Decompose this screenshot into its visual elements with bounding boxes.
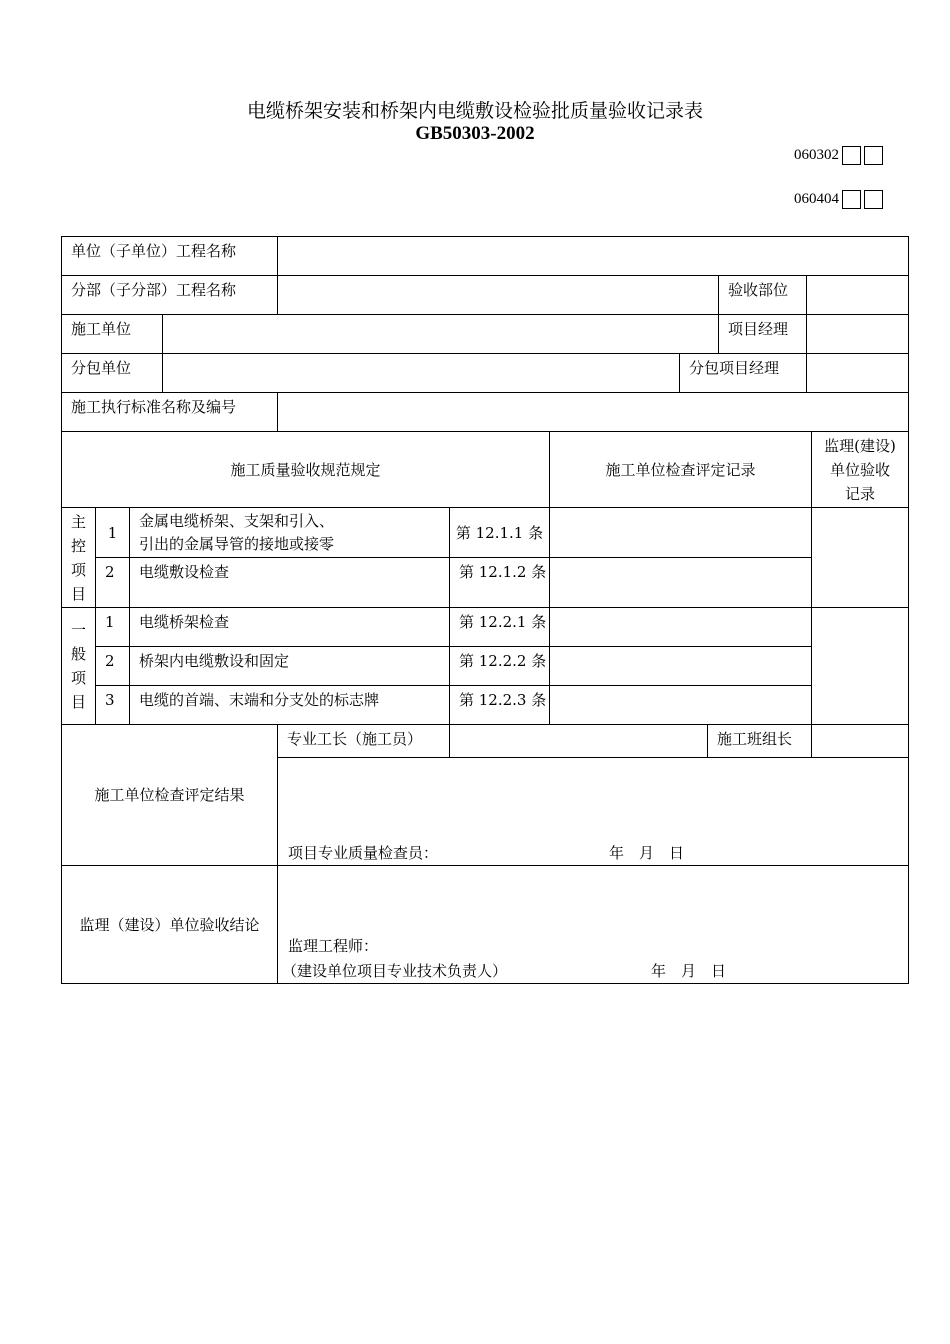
item-clause: 第 12.2.3 条 xyxy=(449,685,550,725)
general-supervision-field[interactable] xyxy=(811,607,909,725)
page-title: 电缆桥架安装和桥架内电缆敷设检验批质量验收记录表 xyxy=(246,100,703,122)
foreman-label: 专业工长（施工员） xyxy=(277,724,450,758)
conclusion-date-label: 年 月 日 xyxy=(651,962,727,980)
foreman-field[interactable] xyxy=(449,724,708,758)
inspector-label: 项目专业质量检查员： xyxy=(288,844,439,862)
record-column-header: 施工单位检查评定记录 xyxy=(549,431,812,508)
standard-field[interactable] xyxy=(277,392,909,432)
label-char: 项 xyxy=(70,669,86,687)
form-code-060302 xyxy=(794,146,883,165)
item-description: 电缆桥架检查 xyxy=(129,607,450,647)
project-manager-field[interactable] xyxy=(806,314,909,354)
form-code-text: 060302 xyxy=(794,147,839,163)
project-name-field[interactable] xyxy=(277,236,909,276)
header-line: 监理(建设) xyxy=(824,436,896,455)
item-description: 桥架内电缆敷设和固定 xyxy=(129,646,450,686)
project-name-label: 单位（子单位）工程名称 xyxy=(61,236,278,276)
conclusion-label: 监理（建设）单位验收结论 xyxy=(61,865,278,984)
code-checkbox[interactable] xyxy=(842,146,861,165)
item-description: 电缆的首端、末端和分支处的标志牌 xyxy=(129,685,450,725)
item-record-field[interactable] xyxy=(549,646,812,686)
header-line: 单位验收 xyxy=(829,460,890,479)
construction-unit-field[interactable] xyxy=(162,314,719,354)
item-record-field[interactable] xyxy=(549,685,812,725)
item-number: 2 xyxy=(95,646,130,686)
code-checkbox[interactable] xyxy=(864,190,883,209)
item-record-field[interactable] xyxy=(549,557,812,608)
sub-project-label: 分部（子分部）工程名称 xyxy=(61,275,278,315)
item-number: 1 xyxy=(95,507,130,558)
result-date-label: 年 月 日 xyxy=(609,844,685,862)
team-leader-field[interactable] xyxy=(811,724,909,758)
item-number: 3 xyxy=(95,685,130,725)
engineer-label: 监理工程师： xyxy=(288,937,379,955)
subcontract-manager-field[interactable] xyxy=(806,353,909,393)
general-items-label xyxy=(61,607,96,725)
item-description: 电缆敷设检查 xyxy=(129,557,450,608)
team-leader-label: 施工班组长 xyxy=(707,724,812,758)
label-char: 主 xyxy=(70,512,86,531)
label-char: 目 xyxy=(70,693,86,711)
item-clause: 第 12.1.2 条 xyxy=(449,557,550,608)
subcontract-manager-label: 分包项目经理 xyxy=(679,353,807,393)
code-checkbox[interactable] xyxy=(864,146,883,165)
form-code-060404 xyxy=(794,190,883,209)
form-code-text: 060404 xyxy=(794,191,839,207)
main-supervision-field[interactable] xyxy=(811,507,909,608)
label-char: 般 xyxy=(70,645,86,663)
item-clause: 第 12.2.1 条 xyxy=(449,607,550,647)
project-manager-label: 项目经理 xyxy=(718,314,807,354)
item-description xyxy=(129,507,450,558)
main-items-label xyxy=(61,507,96,608)
result-label: 施工单位检查评定结果 xyxy=(61,724,278,866)
supervision-column-header xyxy=(811,431,909,508)
sub-project-field[interactable] xyxy=(277,275,719,315)
acceptance-part-label: 验收部位 xyxy=(718,275,807,315)
item-description-line: 金属电缆桥架、支架和引入、 xyxy=(139,512,335,530)
item-number: 2 xyxy=(95,557,130,608)
label-char: 控 xyxy=(70,536,86,555)
item-record-field[interactable] xyxy=(549,507,812,558)
item-description-line: 引出的金属导管的接地或接零 xyxy=(139,535,335,553)
standard-code-title: GB50303-2002 xyxy=(415,123,535,144)
acceptance-part-field[interactable] xyxy=(806,275,909,315)
responsible-label: （建设单位项目专业技术负责人） xyxy=(282,962,508,980)
code-checkbox[interactable] xyxy=(842,190,861,209)
item-record-field[interactable] xyxy=(549,607,812,647)
subcontract-unit-field[interactable] xyxy=(162,353,680,393)
standard-label: 施工执行标准名称及编号 xyxy=(61,392,278,432)
item-clause: 第 12.1.1 条 xyxy=(449,507,550,558)
label-char: 一 xyxy=(70,621,86,639)
header-line: 记录 xyxy=(844,484,875,503)
item-clause: 第 12.2.2 条 xyxy=(449,646,550,686)
label-char: 目 xyxy=(70,584,86,603)
item-number: 1 xyxy=(95,607,130,647)
subcontract-unit-label: 分包单位 xyxy=(61,353,163,393)
construction-unit-label: 施工单位 xyxy=(61,314,163,354)
spec-column-header: 施工质量验收规范规定 xyxy=(61,431,550,508)
label-char: 项 xyxy=(70,560,86,579)
